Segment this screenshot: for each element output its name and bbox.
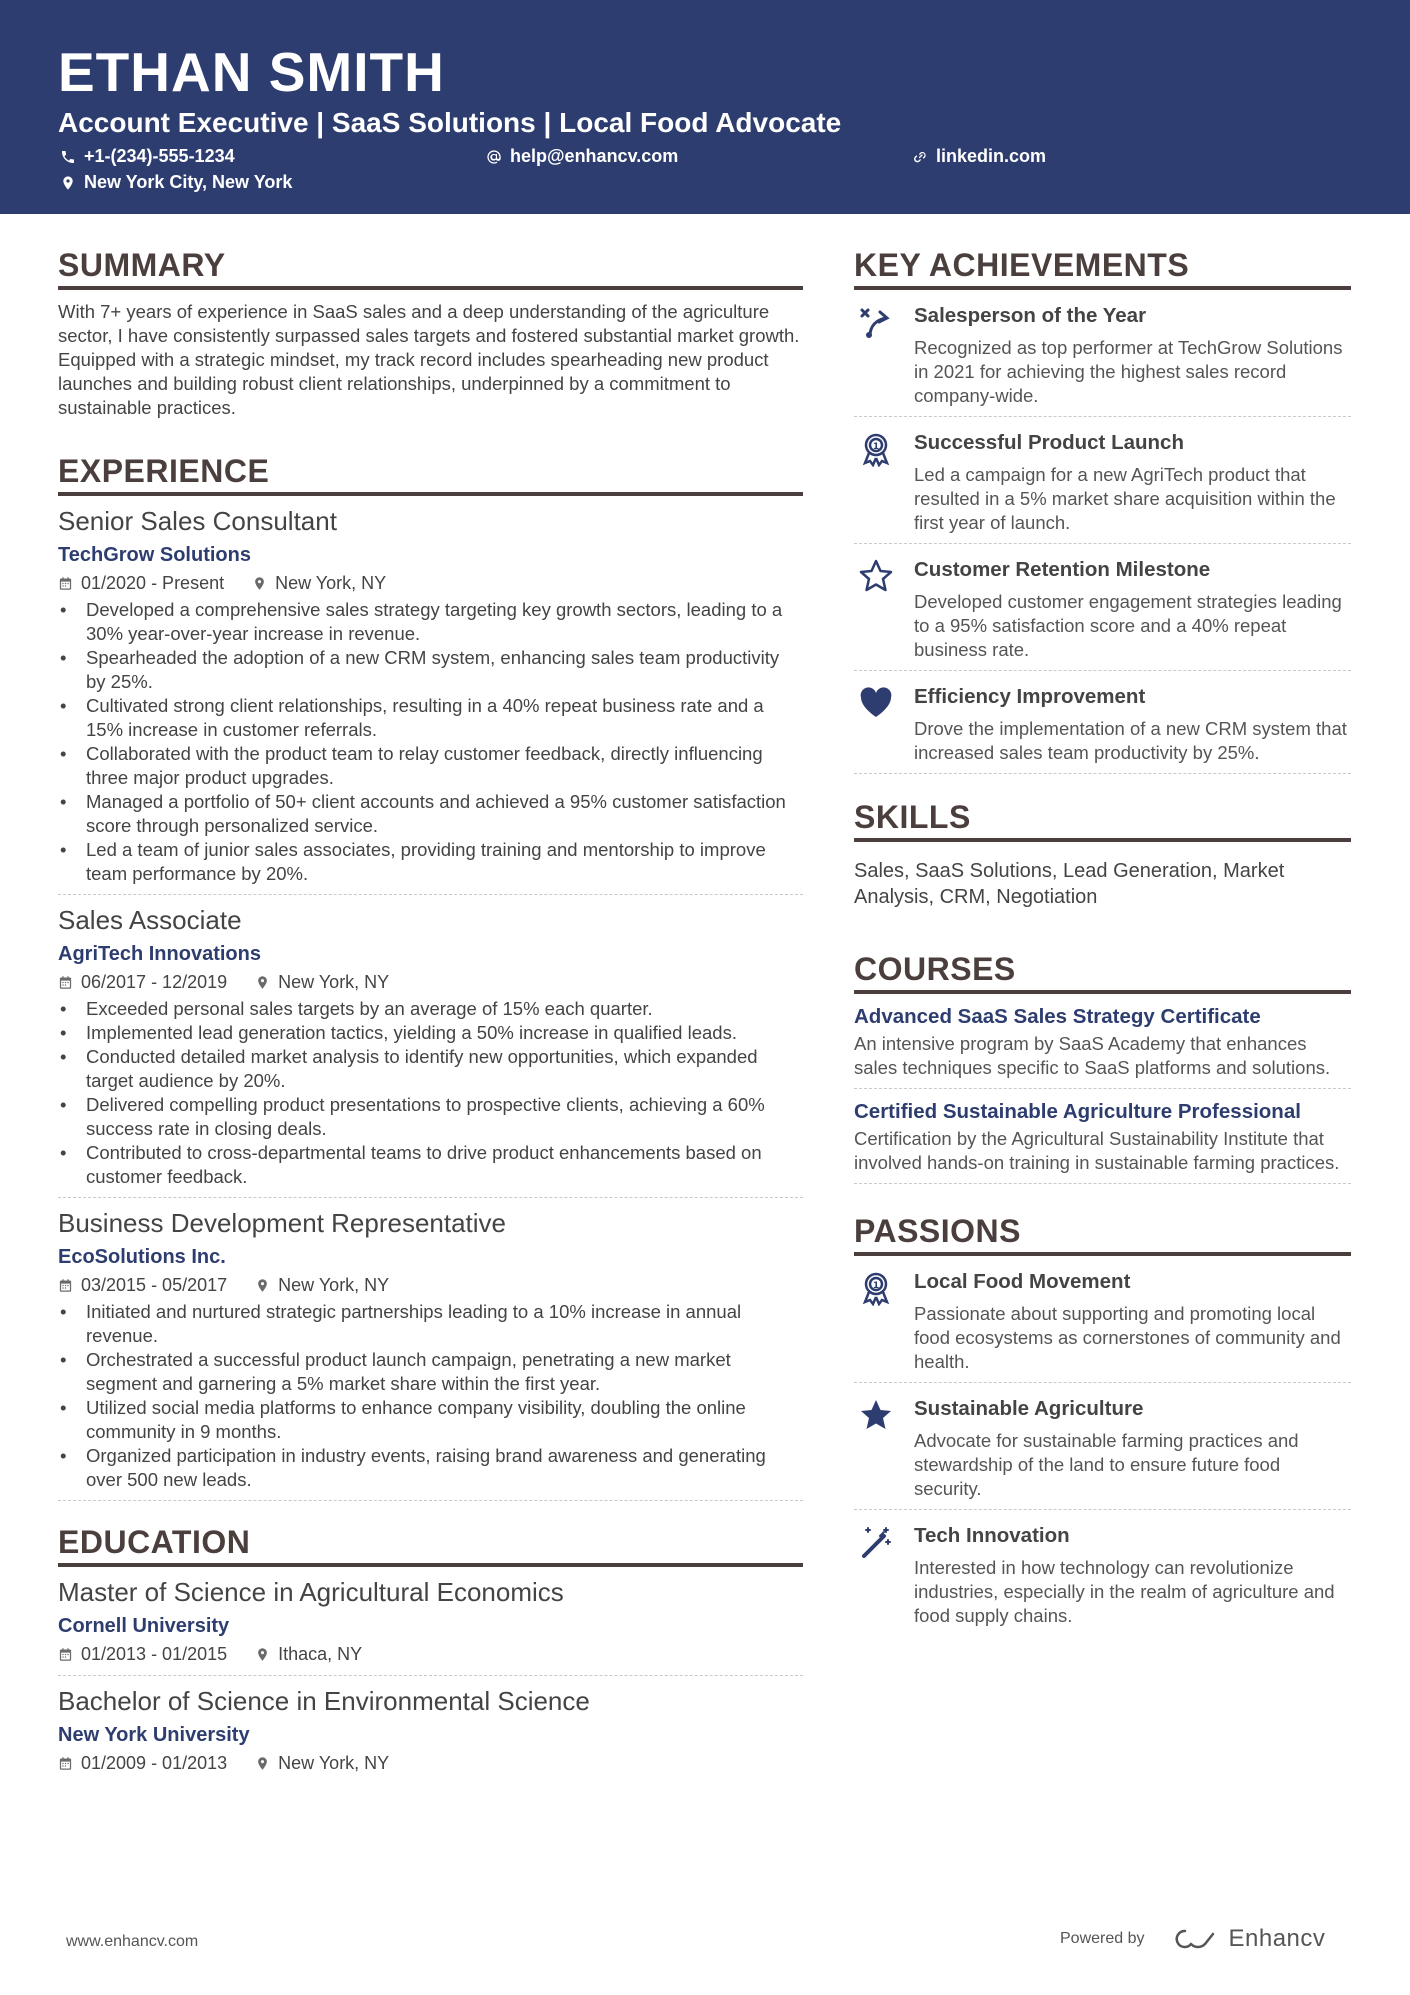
star-outline-icon [858,558,894,594]
job-meta [58,969,803,995]
achievement-title: Successful Product Launch [914,431,1184,454]
location-pin-icon [255,1278,270,1293]
bullet-item: • Contributed to cross-departmental teams to drive product enhancements based on customer feedback. [58,1141,803,1189]
company-name: AgriTech Innovations [58,943,261,965]
passion-item [854,1256,1351,1383]
job-location: New York, NY [275,573,387,593]
calendar-icon [58,1647,73,1662]
svg-text:1: 1 [872,442,880,452]
bullet-item: • Cultivated strong client relationships, resulting in a 40% repeat business rate and a 15% increase in customer referrals. [58,694,803,742]
course-title: Certified Sustainable Agriculture Professional [854,1100,1301,1123]
contact-phone[interactable] [60,146,235,167]
bullet-item: • Utilized social media platforms to enhance company visibility, doubling the online community in 9 months. [58,1396,803,1444]
brand-logo[interactable] [1171,1925,1326,1953]
phone-text: +1-(234)-555-1234 [84,146,235,166]
job-entry [58,895,803,1198]
calendar-icon [58,975,73,990]
job-entry [58,496,803,895]
passion-desc: Interested in how technology can revolutionize industries, especially in the realm of agriculture and food supply chains. [914,1557,1335,1626]
bullet-item: • Orchestrated a successful product launch campaign, penetrating a new market segment and garnering a 5% market share within the first year. [58,1348,803,1396]
passion-desc: Passionate about supporting and promoting local food ecosystems as cornerstones of community and health. [914,1303,1341,1372]
at-sign-icon [486,149,502,165]
education-location: New York, NY [278,1753,390,1773]
course-item [854,994,1351,1089]
calendar-icon [58,576,73,591]
bullet-item: • Organized participation in industry events, raising brand awareness and generating over 500 new leads. [58,1444,803,1492]
powered-by-label: Powered by [1060,1930,1145,1947]
award-medal-icon [858,1270,894,1306]
skills-title: SKILLS [854,798,1351,842]
school-name: Cornell University [58,1615,230,1637]
footer-powered [1060,1925,1325,1953]
location-pin-icon [255,1756,270,1771]
achievement-item [854,417,1351,544]
passion-item [854,1510,1351,1636]
location-text: New York City, New York [84,172,293,192]
job-bullets [58,1300,803,1492]
course-desc: Certification by the Agricultural Sustainability Institute that involved hands-on training in sustainable farming practices. [854,1128,1340,1173]
education-entry [58,1567,803,1676]
job-entry [58,1198,803,1501]
bullet-item: • Led a team of junior sales associates, providing training and mentorship to improve team performance by 20%. [58,838,803,886]
job-bullets [58,997,803,1189]
summary-title: SUMMARY [58,246,803,290]
achievements-title: KEY ACHIEVEMENTS [854,246,1351,290]
achievement-desc: Recognized as top performer at TechGrow Solutions in 2021 for achieving the highest sales record company-wide. [914,337,1343,406]
magic-wand-icon [858,1524,894,1560]
location-pin-icon [255,1647,270,1662]
passion-desc: Advocate for sustainable farming practices and stewardship of the land to ensure future food security. [914,1430,1299,1499]
resume-header [0,0,1410,214]
star-filled-icon [858,1397,894,1433]
experience-title: EXPERIENCE [58,452,803,496]
passion-title: Tech Innovation [914,1524,1070,1547]
education-dates: 01/2013 - 01/2015 [81,1644,228,1664]
course-desc: An intensive program by SaaS Academy that enhances sales techniques specific to SaaS platforms and solutions. [854,1033,1331,1078]
achievement-desc: Drove the implementation of a new CRM system that increased sales team productivity by 25%. [914,718,1347,763]
location-pin-icon [60,175,76,191]
bullet-item: • Delivered compelling product presentations to prospective clients, achieving a 60% success rate in closing deals. [58,1093,803,1141]
achievement-item [854,544,1351,671]
education-meta [58,1641,803,1667]
passions-title: PASSIONS [854,1212,1351,1256]
course-item [854,1089,1351,1184]
job-bullets [58,598,803,886]
achievement-desc: Developed customer engagement strategies leading to a 95% satisfaction score and a 40% repeat business rate. [914,591,1342,660]
achievement-title: Salesperson of the Year [914,304,1147,327]
education-dates: 01/2009 - 01/2013 [81,1753,228,1773]
calendar-icon [58,1278,73,1293]
degree-title: Bachelor of Science in Environmental Science [58,1686,590,1716]
job-title: Business Development Representative [58,1208,507,1238]
calendar-icon [58,1756,73,1771]
bullet-item: • Conducted detailed market analysis to identify new opportunities, which expanded target audience by 20%. [58,1045,803,1093]
brand-name: Enhancv [1228,1925,1326,1952]
bullet-item: • Exceeded personal sales targets by an average of 15% each quarter. [58,997,803,1021]
contact-email[interactable] [486,146,678,167]
link-icon [912,149,928,165]
achievement-title: Efficiency Improvement [914,685,1146,708]
passion-title: Sustainable Agriculture [914,1397,1144,1420]
courses-title: COURSES [854,950,1351,994]
summary-text: With 7+ years of experience in SaaS sales and a deep understanding of the agriculture sector, I have consistently surpassed sales targets and fostered substantial market growth. Equipped with a strategic mindset, my track record includes spearheading new product launches and building robust client relationships, underpinned by a commitment to sustainable practices. [58,301,800,418]
passion-title: Local Food Movement [914,1270,1131,1293]
left-column [58,246,803,1784]
passion-item [854,1383,1351,1510]
job-title: Senior Sales Consultant [58,506,337,536]
location-pin-icon [255,975,270,990]
candidate-name: ETHAN SMITH [58,41,445,103]
education-meta [58,1750,803,1776]
bullet-item: • Implemented lead generation tactics, yielding a 50% increase in qualified leads. [58,1021,803,1045]
skills-text: Sales, SaaS Solutions, Lead Generation, Market Analysis, CRM, Negotiation [854,860,1285,908]
education-title: EDUCATION [58,1523,803,1567]
achievement-item [854,671,1351,774]
company-name: EcoSolutions Inc. [58,1246,226,1268]
bullet-item: • Collaborated with the product team to relay customer feedback, directly influencing three major product upgrades. [58,742,803,790]
contact-website[interactable] [912,146,1046,167]
website-text: linkedin.com [936,146,1047,166]
bullet-item: • Spearheaded the adoption of a new CRM system, enhancing sales team productivity by 25%. [58,646,803,694]
footer-website[interactable]: www.enhancv.com [66,1933,199,1950]
email-text: help@enhancv.com [510,146,679,166]
enhancv-logo-icon [1171,1927,1219,1951]
right-column [854,246,1351,1636]
education-location: Ithaca, NY [278,1644,363,1664]
degree-title: Master of Science in Agricultural Economics [58,1577,564,1607]
candidate-headline: Account Executive | SaaS Solutions | Local Food Advocate [58,107,842,138]
achievement-item [854,290,1351,417]
bullet-item: • Developed a comprehensive sales strategy targeting key growth sectors, leading to a 30% year-over-year increase in revenue. [58,598,803,646]
course-title: Advanced SaaS Sales Strategy Certificate [854,1005,1261,1028]
job-dates: 01/2020 - Present [81,573,225,593]
achievement-desc: Led a campaign for a new AgriTech product that resulted in a 5% market share acquisition within the first year of launch. [914,464,1336,533]
job-dates: 06/2017 - 12/2019 [81,972,228,992]
job-meta [58,570,803,596]
achievement-title: Customer Retention Milestone [914,558,1211,581]
job-title: Sales Associate [58,905,242,935]
bullet-item: • Initiated and nurtured strategic partnerships leading to a 10% increase in annual revenue. [58,1300,803,1348]
heart-icon [858,685,894,721]
contact-location [60,172,292,193]
job-dates: 03/2015 - 05/2017 [81,1275,228,1295]
svg-text:1: 1 [872,1281,880,1291]
contact-info [58,146,1352,198]
award-medal-icon [858,431,894,467]
school-name: New York University [58,1724,250,1746]
location-pin-icon [252,576,267,591]
company-name: TechGrow Solutions [58,544,251,566]
education-entry [58,1676,803,1784]
strategy-icon [858,304,894,340]
job-meta [58,1272,803,1298]
bullet-item: • Managed a portfolio of 50+ client accounts and achieved a 95% customer satisfaction score through personalized service. [58,790,803,838]
job-location: New York, NY [278,972,390,992]
phone-icon [60,149,76,165]
job-location: New York, NY [278,1275,390,1295]
